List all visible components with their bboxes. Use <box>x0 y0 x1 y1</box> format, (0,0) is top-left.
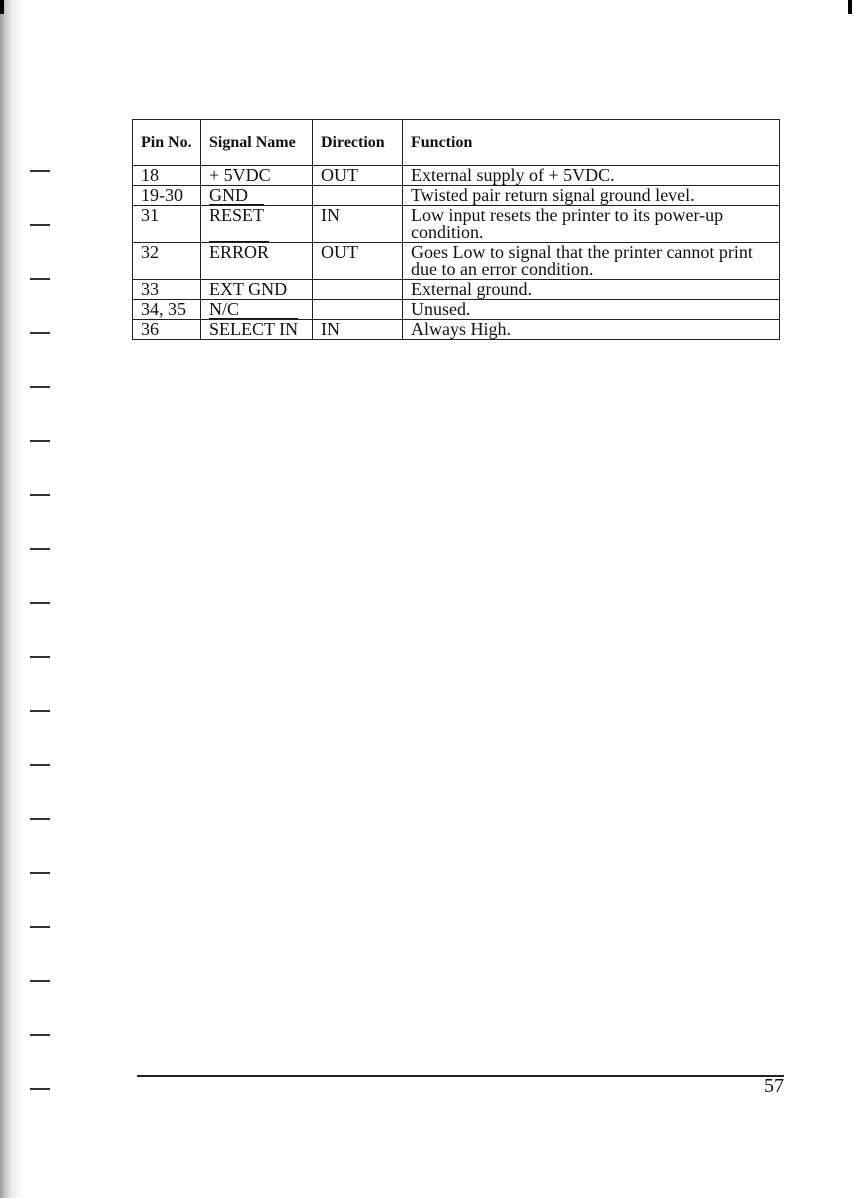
binding-hole-mark <box>30 548 50 550</box>
cell-signal-name: N/C <box>201 300 313 320</box>
table-row <box>133 280 780 300</box>
binding-hole-mark <box>30 764 50 766</box>
cell-signal-name: ERROR <box>201 243 313 280</box>
binding-hole-mark <box>30 1034 50 1036</box>
cell-function: External ground. <box>403 280 780 300</box>
binding-hole-mark <box>30 494 50 496</box>
binding-hole-mark <box>30 818 50 820</box>
binding-hole-mark <box>30 440 50 442</box>
binding-hole-mark <box>30 278 50 280</box>
table-row <box>133 320 780 340</box>
cell-direction <box>313 300 403 320</box>
cell-direction: OUT <box>313 243 403 280</box>
scan-corner-mark-right <box>848 0 852 14</box>
scan-corner-mark-left <box>0 0 4 14</box>
cell-direction: IN <box>313 320 403 340</box>
table-row <box>133 186 780 206</box>
binding-hole-mark <box>30 710 50 712</box>
table-row <box>133 243 780 280</box>
cell-pin: 18 <box>133 166 201 186</box>
header-direction: Direction <box>313 120 403 166</box>
cell-signal-name: EXT GND <box>201 280 313 300</box>
binding-hole-mark <box>30 1088 50 1090</box>
cell-pin: 19-30 <box>133 186 201 206</box>
cell-direction: OUT <box>313 166 403 186</box>
scan-binding-edge <box>0 0 22 1198</box>
header-signal-name: Signal Name <box>201 120 313 166</box>
cell-signal-name: GND <box>201 186 313 206</box>
cell-direction <box>313 186 403 206</box>
cell-signal-name: RESET <box>201 206 313 243</box>
cell-function: Always High. <box>403 320 780 340</box>
binding-hole-mark <box>30 980 50 982</box>
binding-hole-mark <box>30 224 50 226</box>
header-function: Function <box>403 120 780 166</box>
cell-signal-name: + 5VDC <box>201 166 313 186</box>
cell-function: Unused. <box>403 300 780 320</box>
page-number: 57 <box>764 1075 784 1097</box>
header-pin-no: Pin No. <box>133 120 201 166</box>
cell-pin: 36 <box>133 320 201 340</box>
cell-direction: IN <box>313 206 403 243</box>
cell-function: Twisted pair return signal ground level. <box>403 186 780 206</box>
table-row <box>133 166 780 186</box>
cell-pin: 34, 35 <box>133 300 201 320</box>
signal-table <box>132 119 780 340</box>
binding-hole-mark <box>30 602 50 604</box>
cell-pin: 32 <box>133 243 201 280</box>
binding-hole-mark <box>30 332 50 334</box>
binding-hole-mark <box>30 872 50 874</box>
table-row <box>133 300 780 320</box>
binding-hole-mark <box>30 926 50 928</box>
table-row <box>133 206 780 243</box>
cell-function: Low input resets the printer to its power-up condition. <box>403 206 780 243</box>
binding-hole-mark <box>30 656 50 658</box>
footer-rule <box>137 1075 784 1077</box>
binding-hole-mark <box>30 386 50 388</box>
cell-function: External supply of + 5VDC. <box>403 166 780 186</box>
cell-direction <box>313 280 403 300</box>
table-header-row <box>133 120 780 166</box>
cell-pin: 33 <box>133 280 201 300</box>
table-body <box>133 166 780 340</box>
binding-hole-mark <box>30 170 50 172</box>
cell-signal-name: SELECT IN <box>201 320 313 340</box>
cell-pin: 31 <box>133 206 201 243</box>
cell-function: Goes Low to signal that the printer cannot print due to an error condition. <box>403 243 780 280</box>
